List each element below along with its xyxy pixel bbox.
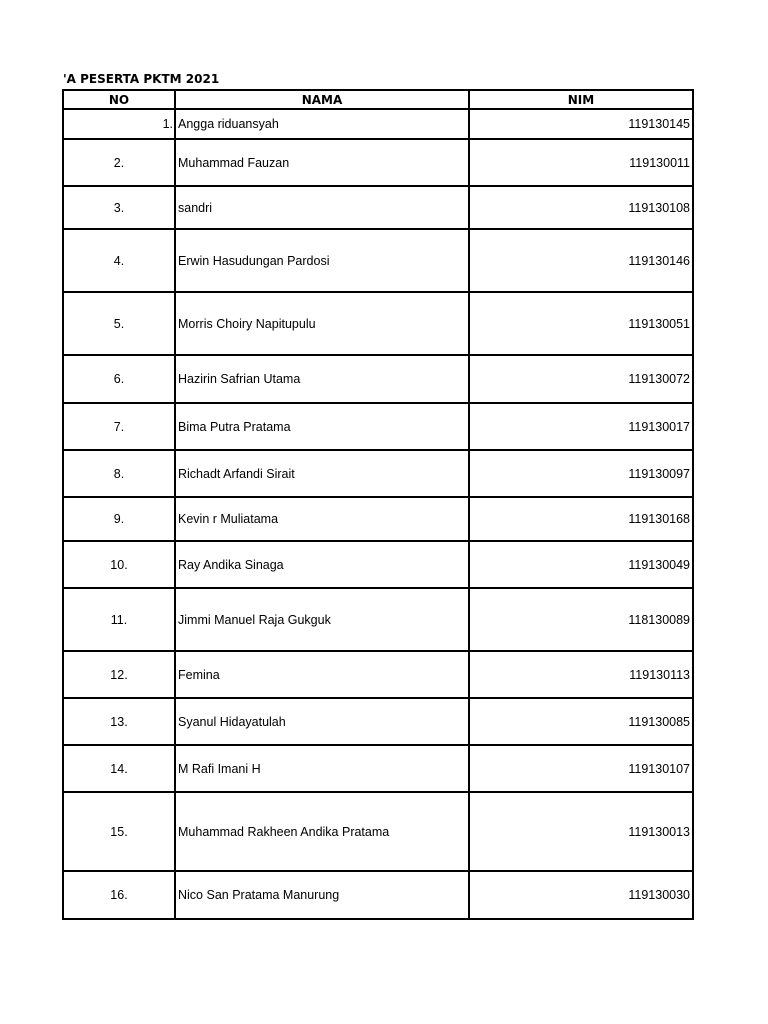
cell-nim: 119130017 xyxy=(469,403,693,450)
cell-no: 3. xyxy=(63,186,175,229)
cell-no: 6. xyxy=(63,355,175,403)
table-row xyxy=(63,403,693,450)
cell-nama: Syanul Hidayatulah xyxy=(175,698,469,745)
cell-nim: 119130145 xyxy=(469,109,693,139)
cell-no: 11. xyxy=(63,588,175,651)
table-row xyxy=(63,698,693,745)
cell-nama: Muhammad Fauzan xyxy=(175,139,469,186)
cell-nama: Richadt Arfandi Sirait xyxy=(175,450,469,497)
cell-no: 16. xyxy=(63,871,175,919)
cell-no: 2. xyxy=(63,139,175,186)
cell-nim: 118130089 xyxy=(469,588,693,651)
header-nama: NAMA xyxy=(175,90,469,109)
sheet-title: 'A PESERTA PKTM 2021 xyxy=(63,72,220,86)
cell-nama: Angga riduansyah xyxy=(175,109,469,139)
cell-nama: Erwin Hasudungan Pardosi xyxy=(175,229,469,292)
header-no: NO xyxy=(63,90,175,109)
cell-no: 8. xyxy=(63,450,175,497)
cell-nim: 119130107 xyxy=(469,745,693,792)
table-row xyxy=(63,745,693,792)
cell-no: 9. xyxy=(63,497,175,541)
table-row xyxy=(63,651,693,698)
participant-table xyxy=(62,89,694,920)
cell-nama: Jimmi Manuel Raja Gukguk xyxy=(175,588,469,651)
cell-no: 4. xyxy=(63,229,175,292)
cell-nama: Bima Putra Pratama xyxy=(175,403,469,450)
cell-nim: 119130049 xyxy=(469,541,693,588)
cell-nama: Femina xyxy=(175,651,469,698)
cell-nama: Ray Andika Sinaga xyxy=(175,541,469,588)
cell-nama: Hazirin Safrian Utama xyxy=(175,355,469,403)
cell-nim: 119130113 xyxy=(469,651,693,698)
cell-nim: 119130051 xyxy=(469,292,693,355)
cell-nim: 119130097 xyxy=(469,450,693,497)
table-row xyxy=(63,109,693,139)
table-row xyxy=(63,186,693,229)
table-row xyxy=(63,871,693,919)
table-row xyxy=(63,497,693,541)
cell-no: 5. xyxy=(63,292,175,355)
cell-nama: Kevin r Muliatama xyxy=(175,497,469,541)
table-row xyxy=(63,792,693,871)
cell-nama: M Rafi Imani H xyxy=(175,745,469,792)
table-row xyxy=(63,139,693,186)
table-row xyxy=(63,355,693,403)
table-row xyxy=(63,229,693,292)
cell-nama: sandri xyxy=(175,186,469,229)
cell-nim: 119130085 xyxy=(469,698,693,745)
header-row xyxy=(63,90,693,109)
cell-nim: 119130013 xyxy=(469,792,693,871)
cell-no: 14. xyxy=(63,745,175,792)
cell-nama: Nico San Pratama Manurung xyxy=(175,871,469,919)
cell-no: 10. xyxy=(63,541,175,588)
cell-nim: 119130072 xyxy=(469,355,693,403)
cell-no: 13. xyxy=(63,698,175,745)
table-body xyxy=(63,109,693,919)
cell-nama: Morris Choiry Napitupulu xyxy=(175,292,469,355)
cell-nim: 119130011 xyxy=(469,139,693,186)
cell-nim: 119130108 xyxy=(469,186,693,229)
cell-nim: 119130146 xyxy=(469,229,693,292)
header-nim: NIM xyxy=(469,90,693,109)
table-row xyxy=(63,541,693,588)
cell-nim: 119130168 xyxy=(469,497,693,541)
table-row xyxy=(63,588,693,651)
cell-no: 1. xyxy=(63,109,175,139)
cell-nim: 119130030 xyxy=(469,871,693,919)
cell-no: 7. xyxy=(63,403,175,450)
cell-no: 15. xyxy=(63,792,175,871)
cell-nama: Muhammad Rakheen Andika Pratama xyxy=(175,792,469,871)
cell-no: 12. xyxy=(63,651,175,698)
table-row xyxy=(63,292,693,355)
table-row xyxy=(63,450,693,497)
